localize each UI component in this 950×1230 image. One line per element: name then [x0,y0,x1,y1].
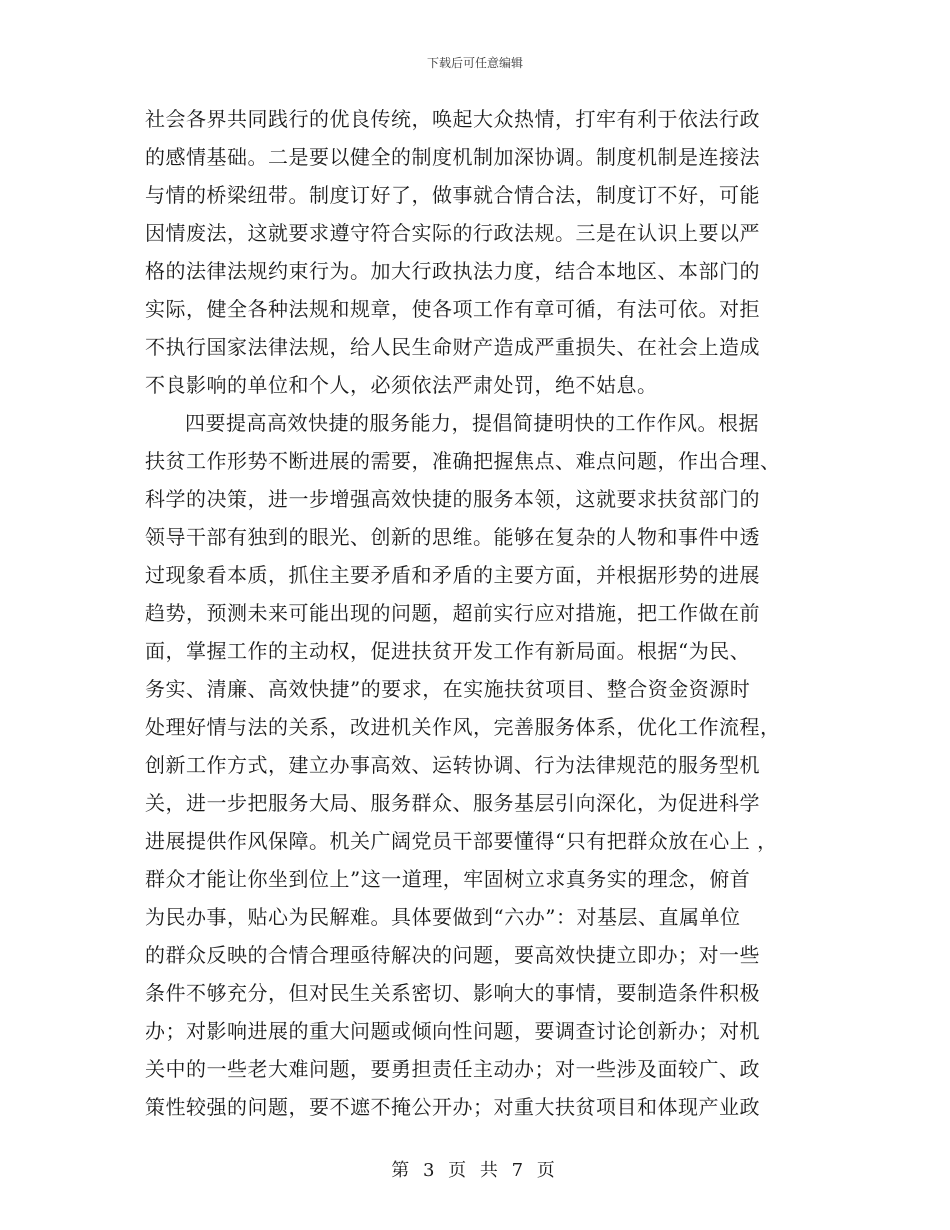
text-line: 的感情基础。二是要以健全的制度机制加深协调。制度机制是连接法 [145,145,760,169]
text-line: 关中的一些老大难问题，要勇担责任主动办；对一些涉及面较广、政 [145,1057,760,1081]
text-line: 科学的决策，进一步增强高效快捷的服务本领，这就要求扶贫部门的 [145,487,760,511]
text-line: 办；对影响进展的重大问题或倾向性问题，要调查讨论创新办；对机 [145,1019,760,1043]
text-line: 务实、清廉、高效快捷”的要求，在实施扶贫项目、整合资金资源时 [145,677,751,701]
text-line: 因情废法，这就要求遵守符合实际的行政法规。三是在认识上要以严 [145,221,760,245]
text-line: 关，进一步把服务大局、服务群众、服务基层引向深化，为促进科学 [145,791,760,815]
text-line: 与情的桥梁纽带。制度订好了，做事就合情合法，制度订不好，可能 [145,183,760,207]
text-line: 社会各界共同践行的优良传统，唤起大众热情，打牢有利于依法行政 [145,107,760,131]
paragraph-start-line: 四要提高高效快捷的服务能力，提倡简捷明快的工作作风。根据 [185,411,759,435]
text-line: 进展提供作风保障。机关广阔党员干部要懂得“只有把群众放在心上 ， [145,829,778,853]
page-number: 第 3 页 共 7 页 [391,1160,559,1181]
text-line: 不执行国家法律法规，给人民生命财产造成严重损失、在社会上造成 [145,335,760,359]
text-line: 领导干部有独到的眼光、创新的思维。能够在复杂的人物和事件中透 [145,525,760,549]
text-line: 条件不够充分，但对民生关系密切、影响大的事情，要制造条件积极 [145,981,760,1005]
text-line: 趋势，预测未来可能出现的问题，超前实行应对措施，把工作做在前 [145,601,760,625]
text-line: 面，掌握工作的主动权，促进扶贫开发工作有新局面。根据“为民、 [145,639,751,663]
text-line: 扶贫工作形势不断进展的需要，准确把握焦点、难点问题，作出合理、 [145,449,781,473]
text-line: 处理好情与法的关系，改进机关作风，完善服务体系，优化工作流程， [145,715,781,739]
text-line: 的群众反映的合情合理亟待解决的问题，要高效快捷立即办；对一些 [145,943,760,967]
page-header-note: 下载后可任意编辑 [426,56,523,70]
text-line: 格的法律法规约束行为。加大行政执法力度，结合本地区、本部门的 [145,259,760,283]
text-line: 群众才能让你坐到位上”这一道理，牢固树立求真务实的理念，俯首 [145,867,751,891]
text-line: 过现象看本质，抓住主要矛盾和矛盾的主要方面，并根据形势的进展 [145,563,760,587]
document-body [145,100,800,1126]
text-line: 创新工作方式，建立办事高效、运转协调、行为法律规范的服务型机 [145,753,760,777]
text-line: 不良影响的单位和个人，必须依法严肃处罚，绝不姑息。 [145,373,658,397]
text-line: 实际，健全各种法规和规章，使各项工作有章可循，有法可依。对拒 [145,297,760,321]
text-line: 策性较强的问题，要不遮不掩公开办；对重大扶贫项目和体现产业政 [145,1095,760,1119]
text-line: 为民办事，贴心为民解难。具体要做到“六办”：对基层、直属单位 [145,905,741,929]
